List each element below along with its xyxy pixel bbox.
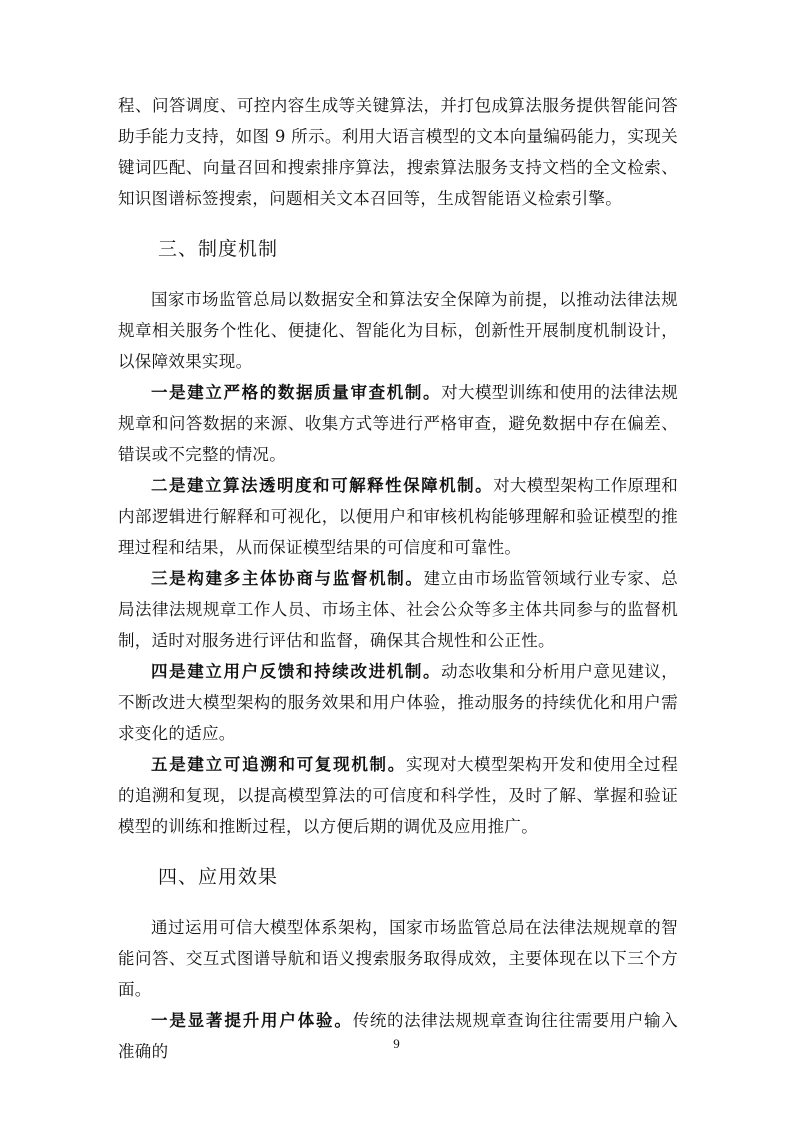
paragraph-continued: 程、问答调度、可控内容生成等关键算法，并打包成算法服务提供智能问答助手能力支持，如图 9 所示。利用大语言模型的文本向量编码能力，实现关键词匹配、向量召回和搜索排序算法，搜索算法服务支持文档的全文检索、知识图谱标签搜索，问题相关文本召回等，生成智能语义检索引擎。 (118, 96, 678, 208)
section-heading-3: 三、制度机制 (158, 238, 279, 260)
mechanism-item-2-lead: 二是建立算法透明度和可解释性保障机制。 (151, 476, 494, 495)
effect-item-1-lead: 一是显著提升用户体验。 (151, 1011, 353, 1030)
mechanism-item-3-text: 建立由市场监管领域行业专家、总局法律法规规章工作人员、市场主体、社会公众等多主体共同参与的监督机制，适时对服务进行评估和监督，确保其合规性和公正性。 (118, 569, 679, 650)
mechanism-item-4-text: 动态收集和分析用户意见建议，不断改进大模型架构的服务效果和用户体验，推动服务的持续优化和用户需求变化的适应。 (118, 662, 679, 743)
effect-item-1-text: 传统的法律法规规章查询往往需要用户输入准确的 (118, 1011, 678, 1061)
section-4-intro: 通过运用可信大模型体系架构，国家市场监管总局在法律法规规章的智能问答、交互式图谱导航和语义搜索服务取得成效，主要体现在以下三个方面。 (118, 918, 678, 999)
mechanism-item-2 (118, 470, 678, 563)
section-heading-4: 四、应用效果 (158, 866, 279, 888)
page-content (118, 90, 678, 1067)
mechanism-item-1-text: 对大模型训练和使用的法律法规规章和问答数据的来源、收集方式等进行严格审查，避免数据中存在偏差、错误或不完整的情况。 (118, 383, 679, 464)
page-number: 9 (393, 1036, 400, 1051)
mechanism-item-5-lead: 五是建立可追溯和可复现机制。 (151, 755, 406, 774)
mechanism-item-3-lead: 三是构建多主体协商与监督机制。 (151, 569, 424, 588)
mechanism-item-4-lead: 四是建立用户反馈和持续改进机制。 (151, 662, 442, 681)
mechanism-item-5 (118, 749, 678, 842)
mechanism-item-1-lead: 一是建立严格的数据质量审查机制。 (151, 383, 442, 402)
mechanism-item-2-text: 对大模型架构工作原理和内部逻辑进行解释和可视化，以便用户和审核机构能够理解和验证模型的推理过程和结果，从而保证模型结果的可信度和可靠性。 (118, 476, 678, 557)
mechanism-item-5-text: 实现对大模型架构开发和使用全过程的追溯和复现，以提高模型算法的可信度和科学性，及时了解、掌握和验证模型的训练和推断过程，以方便后期的调优及应用推广。 (118, 755, 679, 836)
section-3-intro: 国家市场监管总局以数据安全和算法安全保障为前提，以推动法律法规规章相关服务个性化、便捷化、智能化为目标，创新性开展制度机制设计，以保障效果实现。 (118, 290, 678, 371)
mechanism-item-1 (118, 377, 678, 470)
mechanism-item-3 (118, 563, 678, 656)
mechanism-item-4 (118, 656, 678, 749)
